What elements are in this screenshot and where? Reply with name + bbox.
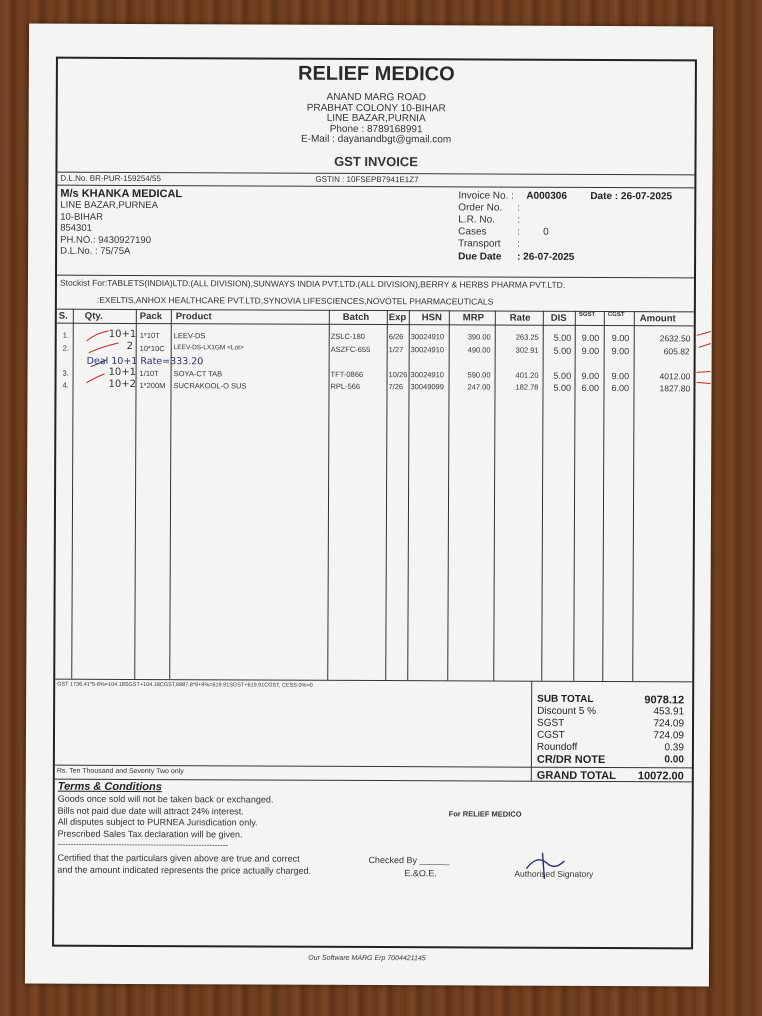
checked-by: Checked By ______ bbox=[368, 855, 450, 866]
sgst-label: SGST bbox=[537, 717, 565, 729]
seller-dl-no: D.L.No. BR-PUR-159254/55 bbox=[60, 173, 161, 184]
discount-label: Discount 5 % bbox=[537, 705, 597, 717]
due-date-label: Due Date bbox=[458, 251, 502, 263]
buyer-name: M/s KHANKA MEDICAL bbox=[60, 187, 183, 201]
roundoff: 0.39 bbox=[664, 742, 684, 754]
invoice-frame: RELIEF MEDICO ANAND MARG ROAD PRABHAT COLONY 10-BIHAR LINE BAZAR,PURNIA Phone : 8789168991 E-Mail : dayanandbgt@gmail.com GST INVOICE D.L.No. BR-PUR-159254/55 GSTIN : 10FSEPB7941E1Z7 M/s KHANKA MEDICAL LINE BAZAR,PURNEA 10-BIHAR 854301 PH.NO.: 9430927190 D.L.No. : 75/75A Invoice No. : A000306 Date : 26-07-2025 Order No. : L.R. No. : Cases : 0 Transport : Due Date : 26-07-2025 Stockist For:TABLETS(INDIA)LTD.(ALL DIVISION),SUNWAYS INDIA PVT.LTD.(ALL DIVISION),BERRY & HERBS PHARMA PVT.LTD. :EXELTIS,ANHOX HEALTHCARE PVT.LTD,SYNOVIA LIFESCIENCES,NOVOTEL PHARMACEUTICALS S. Qty. Pack Product Batch Exp HSN MRP Rate DIS SGST CGST Amount 1. 10+1 1*10T LEEV-DS ZSLC-180 6/26 30024910 390.00 263.25 5.00 9.00 9.00 2632.50 2. 2 10*10C LEEV-DS-LX1GM <Lot> ASZFC-655 1/27 30024910 490.00 302.91 5.00 9.00 9.00 605.82 Deal 10+1 Rate=333.20 3. 10+1 1/10T SOYA-CT TAB TFT-0866 10/26 30024910 590.00 401.20 5.00 9.00 9.00 4012.00 4. 10+2 1*200M SUCRAKOOL-O SUS RPL-566 7/26 30049099 247.00 182.78 5.00 6.00 6.00 1827.80 GST 1736.41*5-6%=104.18SGST+104.18CGST,6887.8*9+9%=619.91SGST+619.91CGST, CESS:0%=0 SUB TOTAL 9078.12 Discount 5 % 453.91 SGST 724.09 CGST 724.09 Roundoff 0.39 CR/DR NOTE 0.00 Rs. Ten Thousand and Seventy Two only GRAND TOTAL 10072.00 Terms & Conditions Goods once sold will not be taken back or exchanged. Bills not paid due date will attract 24% interest. All disputes subject to PURNEA Jurisdication only. Prescribed Sales Tax declaration will be given. ---------------------------------------------------------------- Certified that the particulars given above are true and correct and the amount indicated represents the price actually charged. For RELIEF MEDICO Checked By ______ E.&O.E. Authorised Signatory bbox=[52, 57, 697, 950]
grand-total-label: GRAND TOTAL bbox=[536, 769, 616, 783]
sgst-total: 724.09 bbox=[653, 718, 685, 730]
invoice-paper bbox=[25, 24, 713, 987]
cgst-label: CGST bbox=[536, 729, 565, 741]
transport-label: Transport bbox=[458, 238, 501, 250]
company-name: RELIEF MEDICO bbox=[297, 62, 455, 86]
crdr-note-label: CR/DR NOTE bbox=[536, 753, 606, 767]
seller-gstin: GSTIN : 10FSEPB7941E1Z7 bbox=[315, 174, 419, 185]
table-row: 2. 2 10*10C LEEV-DS-LX1GM <Lot> ASZFC-655 1/27 30024910 490.00 302.91 5.00 9.00 9.00 605.82 bbox=[62, 340, 690, 357]
terms-list: Goods once sold will not be taken back or exchanged. Bills not paid due date will attract 24% interest. All disputes subject to PURNEA Jurisdication only. Prescribed Sales Tax declaration will be given. bbox=[57, 793, 274, 839]
lr-no-label: L.R. No. bbox=[458, 214, 495, 226]
eoe: E.&O.E. bbox=[404, 868, 437, 879]
roundoff-label: Roundoff bbox=[536, 741, 578, 753]
invoice-no-label: Invoice No. : bbox=[458, 190, 514, 202]
amount-in-words: Rs. Ten Thousand and Seventy Two only bbox=[56, 767, 184, 776]
pen-marks bbox=[56, 323, 716, 406]
discount: 453.91 bbox=[653, 706, 685, 718]
crdr-note: 0.00 bbox=[664, 754, 684, 766]
cgst-total: 724.09 bbox=[653, 730, 685, 742]
certification-text: Certified that the particulars given above are true and correct and the amount indicated represents the price actually charged. bbox=[57, 852, 312, 876]
table-row: 3. 10+1 1/10T SOYA-CT TAB TFT-0866 10/26 30024910 590.00 401.20 5.00 9.00 9.00 4012.00 bbox=[62, 366, 691, 382]
order-no-label: Order No. bbox=[458, 202, 503, 214]
terms-title: Terms & Conditions bbox=[57, 780, 162, 794]
table-row: 4. 10+2 1*200M SUCRAKOOL-O SUS RPL-566 7/26 30049099 247.00 182.78 5.00 6.00 6.00 1827.80 bbox=[62, 378, 691, 394]
stockist-line-2: :EXELTIS,ANHOX HEALTHCARE PVT.LTD,SYNOVIA LIFESCIENCES,NOVOTEL PHARMACEUTICALS bbox=[96, 294, 494, 307]
stockist-line-1: Stockist For:TABLETS(INDIA)LTD.(ALL DIVISION),SUNWAYS INDIA PVT.LTD.(ALL DIVISION),BERRY & HERBS PHARMA PVT.LTD. bbox=[59, 277, 566, 290]
buyer-address: LINE BAZAR,PURNEA 10-BIHAR 854301 PH.NO.: 9430927190 D.L.No. : 75/75A bbox=[60, 199, 159, 257]
items-table-header: S. Qty. Pack Product Batch Exp HSN MRP Rate DIS SGST CGST Amount bbox=[58, 310, 676, 325]
grand-total: 10072.00 bbox=[637, 770, 684, 783]
gst-summary: GST 1736.41*5-6%=104.18SGST+104.18CGST,6887.8*9+9%=619.91SGST+619.91CGST, CESS:0%=0 bbox=[57, 681, 313, 689]
sub-total-label: SUB TOTAL bbox=[537, 693, 594, 705]
document-title: GST INVOICE bbox=[334, 153, 418, 170]
for-company: For RELIEF MEDICO bbox=[448, 809, 522, 819]
company-address: ANAND MARG ROAD PRABHAT COLONY 10-BIHAR LINE BAZAR,PURNIA Phone : 8789168991 E-Mail : dayanandbgt@gmail.com bbox=[300, 91, 452, 146]
deal-note: Deal 10+1 Rate=333.20 bbox=[86, 355, 204, 368]
invoice-date: Date : 26-07-2025 bbox=[590, 190, 673, 203]
terms-divider: ---------------------------------------------------------------- bbox=[57, 839, 229, 850]
due-date: : 26-07-2025 bbox=[517, 251, 575, 263]
table-row: 1. 10+1 1*10T LEEV-DS ZSLC-180 6/26 30024910 390.00 263.25 5.00 9.00 9.00 2632.50 bbox=[62, 328, 691, 344]
software-footer: Our Software MARG Erp 7004421145 bbox=[308, 954, 426, 963]
sub-total: 9078.12 bbox=[644, 694, 685, 707]
authorised-signatory: Authorised Signatory bbox=[514, 868, 594, 879]
cases-label: Cases bbox=[458, 226, 487, 238]
cases-value: 0 bbox=[543, 226, 549, 238]
invoice-no: A000306 bbox=[526, 190, 567, 202]
